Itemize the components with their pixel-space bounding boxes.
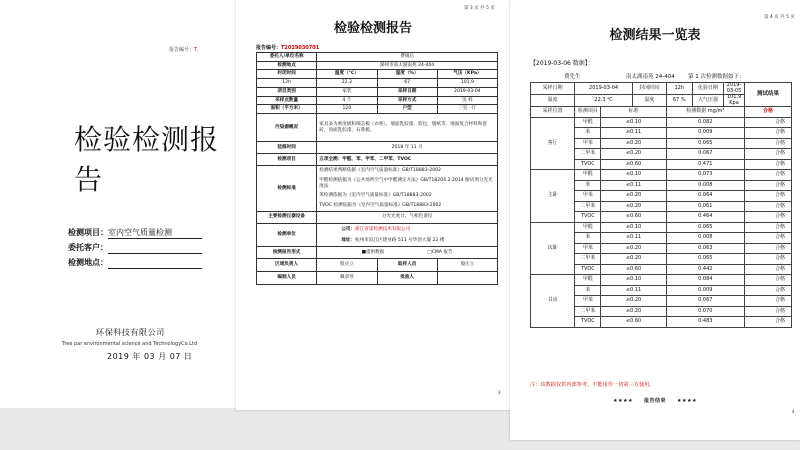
pollutant-cell: 甲醛 [575, 275, 601, 286]
page-footer-number: 3 [498, 390, 501, 395]
meta-label: 封闭时间 [632, 83, 666, 95]
points-label: 采样点数量 [257, 96, 317, 105]
std-value [317, 166, 498, 212]
pollutant-cell: 甲苯 [575, 191, 601, 202]
meta-value: 2019-03-05 [724, 83, 745, 95]
page-number: 第 4 页 共 5 页 [764, 15, 795, 20]
meta-value: 12h [666, 83, 692, 95]
env-value: 12h [257, 79, 317, 88]
standard-cell: ≤0.11 [601, 233, 666, 244]
report-info-table [256, 52, 498, 285]
test-note: 第 1 次检测数据如下： [688, 74, 745, 80]
format-option-data: ■提供数据 [361, 249, 385, 255]
sample-date-value: 2019-03-04 [437, 87, 497, 96]
table-row [257, 96, 498, 105]
pollutant-cell: 二甲苯 [575, 201, 601, 212]
pass-cell: 合格 [744, 275, 791, 286]
pollutant-cell: 甲醛 [575, 222, 601, 233]
cover-report-number-label: 报告编号： [169, 47, 195, 53]
table-row [257, 105, 498, 114]
standard-cell: ≤0.11 [601, 285, 666, 296]
approver-value [437, 272, 497, 285]
standard-cell: ≤0.20 [601, 149, 666, 160]
std-line: 苯检测依据为《室内空气质量标准》GB/T18883-2002 [319, 193, 432, 199]
table-row [531, 170, 792, 181]
pollution-value: 家具多为密度板和细芯板（衣柜），墙面乳胶漆，软包，墙纸等，地面复合材料和瓷砖，顶面乳胶漆，石膏板。 [317, 114, 498, 142]
standard-cell: ≤0.10 [601, 275, 666, 286]
meta-label: 湿度 [632, 95, 666, 107]
measured-value-cell: 0.073 [666, 170, 744, 181]
measured-value-cell: 0.065 [666, 254, 744, 265]
client-name: 费先生 [564, 74, 581, 80]
results-page [510, 0, 800, 440]
standard-cell: ≤0.20 [601, 296, 666, 307]
standard-cell: ≤0.20 [601, 254, 666, 265]
measured-value-cell: 0.008 [666, 233, 744, 244]
pollutant-cell: 甲苯 [575, 296, 601, 307]
unit-value [317, 223, 498, 246]
result-label: 测试结果 [744, 83, 791, 107]
pass-cell: 合格 [744, 201, 791, 212]
items-value: 五项全测：甲醛、苯、甲苯、二甲苯、TVOC [317, 154, 498, 166]
table-row [257, 259, 498, 272]
pollutant-cell: 苯 [575, 128, 601, 139]
env-header: 湿度（%） [377, 70, 437, 79]
measured-value-cell: 0.065 [666, 222, 744, 233]
table-row [257, 272, 498, 285]
standard-cell: ≤0.60 [601, 264, 666, 275]
measured-value-cell: 0.442 [666, 264, 744, 275]
env-header: 气压（KPa） [437, 70, 497, 79]
region-label: 区域负责人 [257, 259, 317, 272]
page-number: 第 3 页 共 5 页 [464, 6, 495, 11]
measured-value-cell: 0.061 [666, 201, 744, 212]
standard-cell: ≤0.10 [601, 222, 666, 233]
cover-site-underline [108, 268, 202, 269]
report-number-label: 报告编号： [256, 45, 282, 51]
report-number [256, 44, 319, 51]
points-value: 4 个 [317, 96, 377, 105]
pass-cell: 合格 [744, 222, 791, 233]
page-footer-number: 4 [792, 409, 795, 414]
cover-client-row [68, 242, 108, 253]
measured-value-cell: 0.067 [666, 149, 744, 160]
equip-label: 主要检测仪器设备 [257, 211, 317, 223]
column-header: 检测数据 mg/m³ [666, 107, 744, 118]
pass-cell: 合格 [744, 264, 791, 275]
pollutant-cell: 苯 [575, 180, 601, 191]
pass-cell: 合格 [744, 191, 791, 202]
meta-label: 采样日期 [531, 83, 575, 95]
table-row [531, 117, 792, 128]
unit-address [341, 238, 495, 244]
region-value: 殷庆立 [317, 259, 377, 272]
table-row [257, 154, 498, 166]
unit-company [341, 227, 495, 233]
env-header: 温度（℃） [317, 70, 377, 79]
table-row [257, 223, 498, 246]
table-row [257, 247, 498, 259]
pass-cell: 合格 [744, 138, 791, 149]
pass-cell: 合格 [744, 180, 791, 191]
measured-value-cell: 0.471 [666, 159, 744, 170]
table-row [531, 107, 792, 118]
pollution-label: 污染源概况 [257, 114, 317, 142]
measured-value-cell: 0.084 [666, 275, 744, 286]
table-row [257, 87, 498, 96]
area-label: 面积（平方米） [257, 105, 317, 114]
cover-project-row [68, 227, 172, 238]
meta-value: 2019-03-04 [575, 83, 632, 95]
pollutant-cell: TVOC [575, 264, 601, 275]
table-row [257, 142, 498, 154]
measured-value-cell: 0.064 [666, 191, 744, 202]
disclaimer-note: 注：该数据仅供内部参考，不能用作一切第三方使用。 [530, 382, 655, 388]
unit-company-value: 浙江省诺检测技术有限公司 [355, 226, 411, 232]
table-row [257, 70, 498, 79]
format-option-cma: □CMA 报告 [427, 249, 453, 255]
method-label: 采样方式 [377, 96, 437, 105]
pollutant-cell: 甲醛 [575, 170, 601, 181]
standard-cell: ≤0.60 [601, 212, 666, 223]
pass-cell: 合格 [744, 306, 791, 317]
measured-value-cell: 0.065 [666, 138, 744, 149]
standard-cell: ≤0.10 [601, 117, 666, 128]
unit-address-label: 地址： [341, 237, 356, 243]
pass-cell: 合格 [744, 254, 791, 265]
measured-value-cell: 0.008 [666, 180, 744, 191]
cover-company-english: Tree par environmental science and TechnologyCo.Ltd [62, 341, 198, 347]
meta-label: 温度 [531, 95, 575, 107]
table-row [257, 53, 498, 62]
column-header: 检测项目 [575, 107, 601, 118]
std-line: 检测结果判断依据《室内空气质量标准》GB/T18883-2002 [319, 168, 441, 174]
unit-label: 检测单位 [257, 223, 317, 246]
cover-page [0, 0, 236, 408]
pass-cell: 合格 [744, 212, 791, 223]
approver-label: 批准人 [377, 272, 437, 285]
sample-date-label: 采样日期 [377, 87, 437, 96]
page-title: 检测结果一览表 [609, 28, 701, 43]
sampler-value: 殷庆立 [437, 259, 497, 272]
measured-value-cell: 0.063 [666, 243, 744, 254]
report-end-mark: ★★★★ 报告结束 ★★★★ [613, 398, 697, 404]
measured-value-cell: 0.009 [666, 128, 744, 139]
items-label: 检测项目 [257, 154, 317, 166]
location-cell: 主卧 [531, 170, 575, 223]
cover-project-value: 室内空气质量检测 [108, 228, 172, 237]
std-label: 检测标准 [257, 166, 317, 212]
env-value: 67 [377, 79, 437, 88]
pass-cell: 合格 [744, 243, 791, 254]
table-row [531, 222, 792, 233]
area-value: 120 [317, 105, 377, 114]
layout-label: 户型 [377, 105, 437, 114]
format-value [317, 247, 498, 259]
meta-label: 化验日期 [692, 83, 723, 95]
editor-label: 编制人员 [257, 272, 317, 285]
measured-value-cell: 0.009 [666, 285, 744, 296]
type-value: 家装 [317, 87, 377, 96]
cover-date: 2019 年 03 月 07 日 [107, 352, 193, 361]
pass-cell: 合格 [744, 296, 791, 307]
column-header: 合格 [744, 107, 791, 118]
standard-cell: ≤0.20 [601, 243, 666, 254]
pollutant-cell: 甲苯 [575, 138, 601, 149]
finish-label: 装修时间 [257, 142, 317, 154]
cover-site-row [68, 257, 108, 268]
unit-company-label: 公司： [341, 226, 356, 232]
cover-client-underline [108, 253, 202, 254]
report-number-value: T2019030701 [281, 45, 320, 51]
pass-cell: 合格 [744, 170, 791, 181]
layout-value: 三室一厅 [437, 105, 497, 114]
standard-cell: ≤0.20 [601, 201, 666, 212]
column-header: 采样位置 [531, 107, 575, 118]
meta-value: 101.9 Kpa [724, 95, 745, 107]
std-line: TVOC 检测依据为《室内空气质量标准》GB/T18883-2002 [319, 203, 442, 209]
measured-value-cell: 0.070 [666, 306, 744, 317]
pass-cell: 合格 [744, 317, 791, 328]
env-header: 封闭时间 [257, 70, 317, 79]
location-cell: 客厅 [531, 117, 575, 170]
standard-cell: ≤0.60 [601, 317, 666, 328]
finish-value: 2018 年 11 月 [317, 142, 498, 154]
standard-cell: ≤0.60 [601, 159, 666, 170]
table-row [257, 166, 498, 212]
cover-company: 环保科技有限公司 [96, 328, 165, 337]
cover-project-label: 检测项目： [68, 228, 108, 237]
measured-value-cell: 0.067 [666, 296, 744, 307]
pollutant-cell: TVOC [575, 317, 601, 328]
env-value: 22.3 [317, 79, 377, 88]
pollutant-cell: 苯 [575, 285, 601, 296]
site-label: 检测地点 [257, 61, 317, 70]
standard-cell: ≤0.11 [601, 180, 666, 191]
unit-address-value: 杭州市滨江区建业路 511 号华创大厦 22 楼 [355, 237, 445, 243]
std-line: 甲醛检测依据为《公共场所空气中甲醛测定方法》GB/T18204.2-2014 酚试剂分光光度法 [319, 177, 493, 189]
sampler-label: 取样人员 [377, 259, 437, 272]
page-title: 检验检测报告 [333, 21, 412, 36]
cover-site-label: 检测地点： [68, 258, 108, 267]
measured-value-cell: 0.082 [666, 117, 744, 128]
report-info-page [236, 0, 510, 410]
editor-value: 戴章琴 [317, 272, 377, 285]
location-cell: 书房 [531, 275, 575, 328]
standard-cell: ≤0.11 [601, 128, 666, 139]
client-label: 委托人/单位名称 [257, 53, 317, 62]
pollutant-cell: TVOC [575, 159, 601, 170]
client-address: 南太湖南苑 24-404 [626, 74, 675, 80]
table-row [531, 83, 792, 95]
client-value: 费锡后 [317, 53, 498, 62]
cover-report-number-value: T. [194, 47, 199, 53]
results-table [530, 82, 792, 328]
measured-value-cell: 0.464 [666, 212, 744, 223]
table-row [257, 61, 498, 70]
pollutant-cell: 甲苯 [575, 243, 601, 254]
table-row [257, 79, 498, 88]
pass-cell: 合格 [744, 285, 791, 296]
pollutant-cell: 甲醛 [575, 117, 601, 128]
meta-label: 大气压强 [692, 95, 723, 107]
data-date: 【2019-03-06 数据】： [530, 60, 594, 67]
pollutant-cell: 二甲苯 [575, 306, 601, 317]
pass-cell: 合格 [744, 149, 791, 160]
standard-cell: ≤0.20 [601, 191, 666, 202]
measured-value-cell: 0.483 [666, 317, 744, 328]
pollutant-cell: TVOC [575, 212, 601, 223]
column-header: 标准 [601, 107, 666, 118]
location-cell: 次卧 [531, 222, 575, 275]
standard-cell: ≤0.20 [601, 306, 666, 317]
site-value: 湖州市南太湖南苑 24-404 [317, 61, 498, 70]
cover-project-underline [108, 238, 202, 239]
pollutant-cell: 二甲苯 [575, 149, 601, 160]
pass-cell: 合格 [744, 128, 791, 139]
type-label: 项目类别 [257, 87, 317, 96]
env-value: 101.9 [437, 79, 497, 88]
table-row [257, 211, 498, 223]
cover-client-label: 委托客户： [68, 243, 108, 252]
method-value: 送 样 [437, 96, 497, 105]
pass-cell: 合格 [744, 159, 791, 170]
table-row [531, 275, 792, 286]
cover-report-number [169, 46, 198, 53]
standard-cell: ≤0.10 [601, 170, 666, 181]
meta-value: 22.3 ℃ [575, 95, 632, 107]
meta-value: 67 % [666, 95, 692, 107]
pollutant-cell: 二甲苯 [575, 254, 601, 265]
pollutant-cell: 苯 [575, 233, 601, 244]
table-row [257, 114, 498, 142]
pass-cell: 合格 [744, 117, 791, 128]
equip-value: 分光光度计、气相色谱仪 [317, 211, 498, 223]
standard-cell: ≤0.20 [601, 138, 666, 149]
cover-title: 检验检测报告 [74, 123, 220, 196]
pass-cell: 合格 [744, 233, 791, 244]
format-label: 检测报告形式 [257, 247, 317, 259]
